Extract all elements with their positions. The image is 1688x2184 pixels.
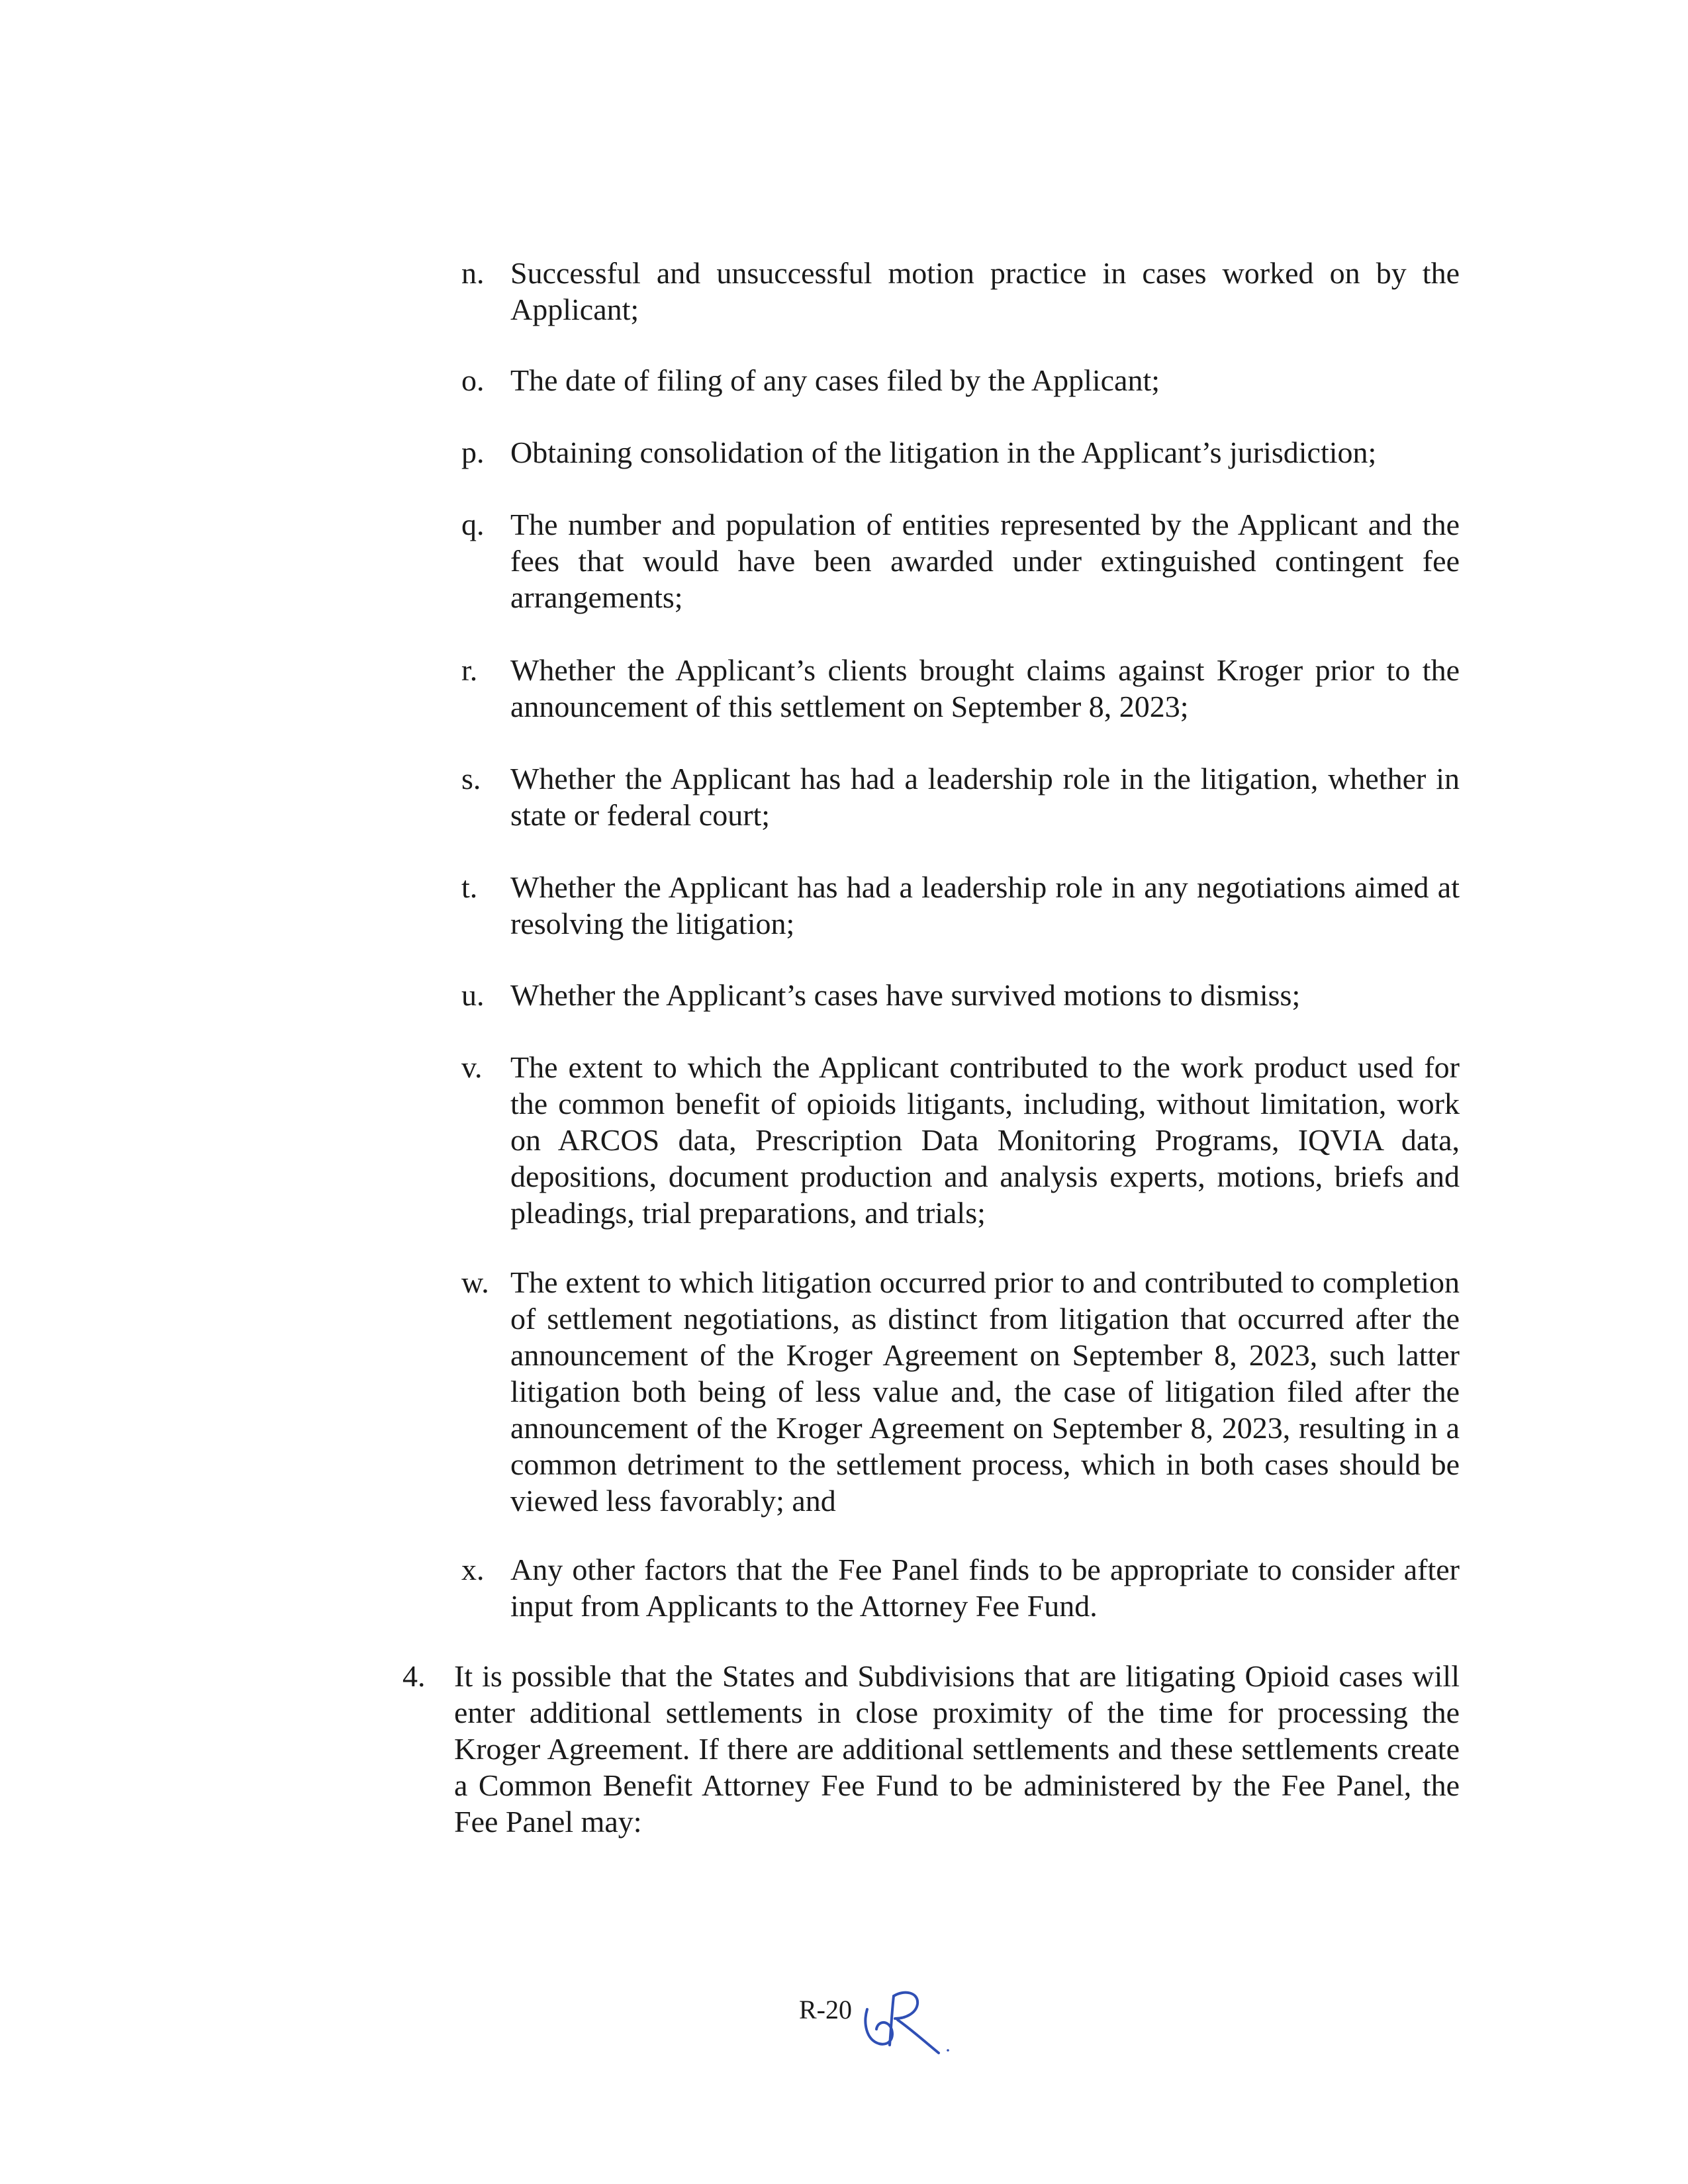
list-item-text: Whether the Applicant’s clients brought claims against Kroger prior to the announcement of this settlement on September 8, 2023; (510, 653, 1460, 723)
numbered-paragraph-4 (402, 1658, 1460, 1840)
list-marker: v. (461, 1050, 483, 1084)
list-item-s (461, 760, 1460, 833)
list-item-r (461, 652, 1460, 725)
list-marker: p. (461, 435, 485, 469)
paragraph-text: It is possible that the States and Subdivisions that are litigating Opioid cases will enter additional settlements in close proximity of the time for processing the Kroger Agreement. If there are additional settlements and these settlements create a Common Benefit Attorney Fee Fund to be administered by the Fee Panel, the Fee Panel may: (454, 1659, 1460, 1839)
list-item-o (461, 362, 1460, 398)
list-marker: q. (461, 508, 485, 541)
list-item-w (461, 1264, 1460, 1519)
list-item-text: Successful and unsuccessful motion practice in cases worked on by the Applicant; (510, 256, 1460, 326)
list-item-p (461, 434, 1460, 471)
list-item-v (461, 1049, 1460, 1231)
list-item-text: The number and population of entities represented by the Applicant and the fees that would have been awarded under extinguished contingent fee arrangements; (510, 508, 1460, 614)
list-item-text: Whether the Applicant has had a leadership role in any negotiations aimed at resolving the litigation; (510, 870, 1460, 940)
list-marker: u. (461, 978, 485, 1012)
list-item-x (461, 1551, 1460, 1624)
list-item-text: The extent to which the Applicant contributed to the work product used for the common benefit of opioids litigants, including, without limitation, work on ARCOS data, Prescription Data Monitoring Programs, IQVIA data, depositions, document production and analysis experts, motions, briefs and pleadings, trial preparations, and trials; (510, 1050, 1460, 1230)
page-number: R-20 (799, 1995, 852, 2025)
list-item-text: Obtaining consolidation of the litigation in the Applicant’s jurisdiction; (510, 435, 1377, 469)
paragraph-number: 4. (402, 1659, 426, 1693)
handwritten-initials (861, 1984, 953, 2057)
list-marker: n. (461, 256, 485, 290)
list-marker: w. (461, 1265, 489, 1299)
list-item-n (461, 255, 1460, 328)
list-marker: x. (461, 1553, 485, 1586)
list-marker: r. (461, 653, 478, 687)
list-marker: s. (461, 762, 481, 796)
list-item-t (461, 869, 1460, 942)
list-item-q (461, 506, 1460, 615)
list-item-text: Whether the Applicant has had a leadership role in the litigation, whether in state or federal court; (510, 762, 1460, 832)
list-marker: t. (461, 870, 478, 904)
list-item-text: Any other factors that the Fee Panel finds to be appropriate to consider after input from Applicants to the Attorney Fee Fund. (510, 1553, 1460, 1623)
list-item-text: Whether the Applicant’s cases have survived motions to dismiss; (510, 978, 1301, 1012)
list-marker: o. (461, 363, 485, 397)
list-item-u (461, 977, 1460, 1013)
list-item-text: The date of filing of any cases filed by the Applicant; (510, 363, 1160, 397)
list-item-text: The extent to which litigation occurred prior to and contributed to completion of settlement negotiations, as distinct from litigation that occurred after the announcement of the Kroger Agreement on September 8, 2023, such latter litigation both being of less value and, the case of litigation filed after the announcement of the Kroger Agreement on September 8, 2023, resulting in a common detriment to the settlement process, which in both cases should be viewed less favorably; and (510, 1265, 1460, 1518)
